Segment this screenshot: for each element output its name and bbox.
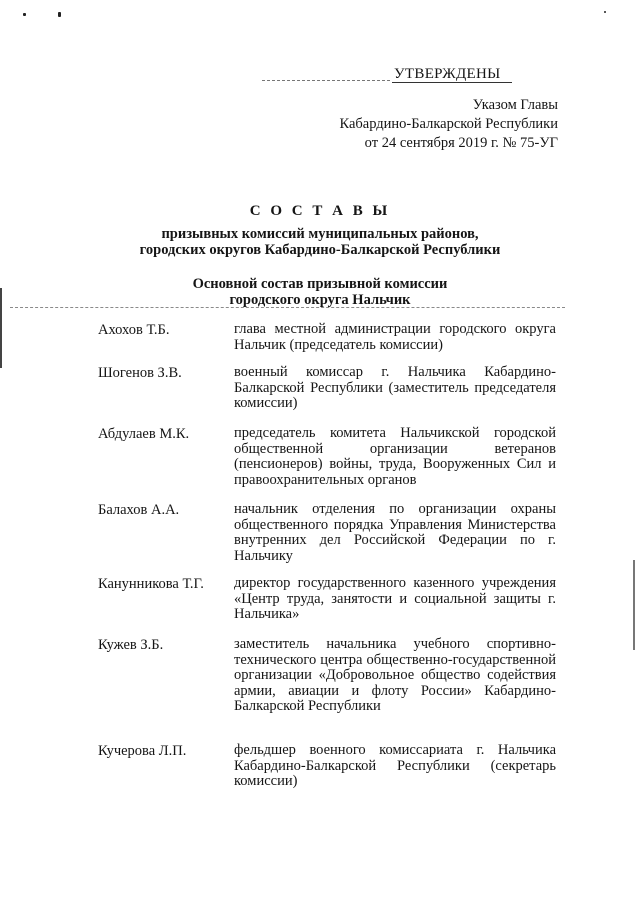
decree-line: Указом Главы [472,97,558,113]
scan-speck [604,11,606,13]
member-name: Балахов А.А. [98,502,180,518]
approved-label: УТВЕРЖДЕНЫ [394,66,501,82]
section-title [0,276,640,308]
scan-speck [23,13,26,16]
scan-line [262,80,390,81]
approved-underline [392,82,512,83]
scan-edge [633,560,635,650]
member-role: глава местной администрации городского округа Нальчик (председатель комиссии) [234,321,556,353]
member-name: Кучерова Л.П. [98,743,187,759]
member-name: Ахохов Т.Б. [98,322,170,338]
section-title-line: Основной состав призывной комиссии [192,276,448,292]
member-name: Шогенов З.В. [98,365,182,381]
member-role: председатель комитета Нальчикской городской общественной организации ветеранов (пенсионеров) войны, труда, Вооруженных Сил и правоохранительных органов [234,425,556,488]
member-role: военный комиссар г. Нальчика Кабардино-Балкарской Республики (заместитель председателя комиссии) [234,364,556,411]
subtitle-line: призывных комиссий муниципальных районов, [161,226,479,242]
section-title-line: городского округа Нальчик [229,292,411,308]
member-role: директор государственного казенного учреждения «Центр труда, занятости и социальной защиты г. Нальчика» [234,575,556,622]
decree-reference [300,96,558,153]
member-name: Кужев З.Б. [98,637,164,653]
decree-line: Кабардино-Балкарской Республики [339,116,558,132]
scan-speck [58,12,61,17]
member-name: Канунникова Т.Г. [98,576,204,592]
document-title: С О С Т А В Ы [249,203,391,219]
member-role: фельдшер военного комиссариата г. Нальчика Кабардино-Балкарской Республики (секретарь комиссии) [234,742,556,789]
decree-line: от 24 сентября 2019 г. № 75-УГ [364,135,558,151]
document-subtitle [0,226,640,258]
member-name: Абдулаев М.К. [98,426,190,442]
member-role: заместитель начальника учебного спортивно-технического центра общественно-государственной организации «Добровольное общество содействия армии, авиации и флоту России» Кабардино-Балкарской Республики [234,636,556,714]
subtitle-line: городских округов Кабардино-Балкарской Республики [139,242,501,258]
member-role: начальник отделения по организации охраны общественного порядка Управления Министерства внутренних дел Российской Федерации по г. Нальчику [234,501,556,564]
